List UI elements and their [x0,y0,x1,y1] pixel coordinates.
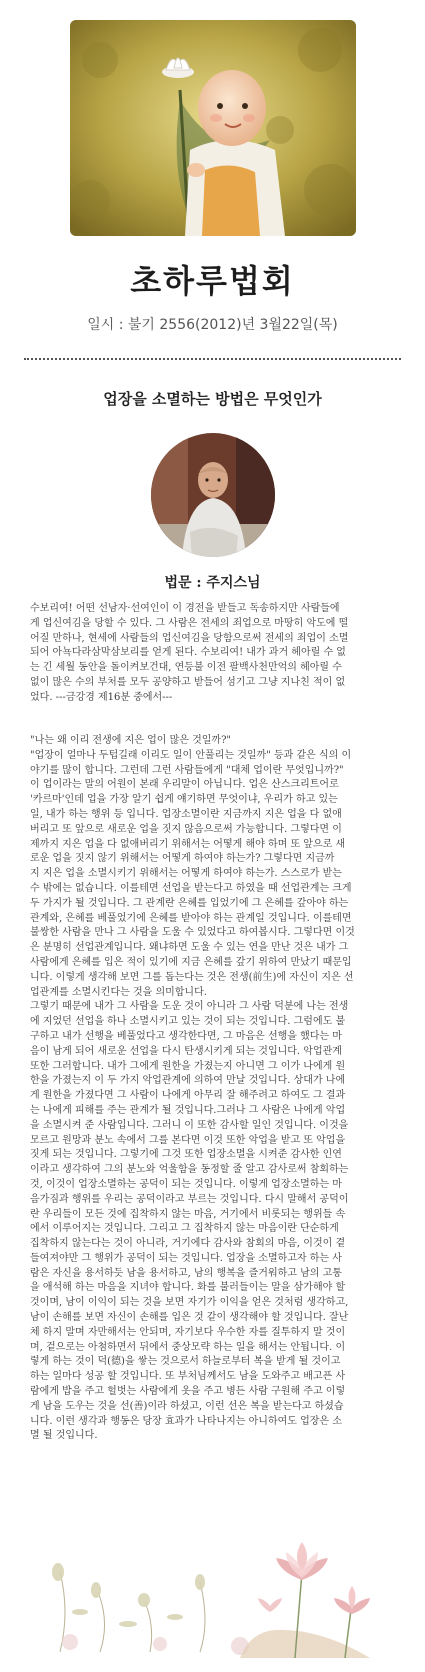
footer-lotus-illustration [40,1532,390,1658]
article-title: 업장을 소멸하는 방법은 무엇인가 [103,390,322,408]
sutra-quote: 수보리여! 어떤 선남자·선여인이 이 경전을 받들고 독송하지만 사람들에 게 업신여김을 당할 수 있다. 그 사람은 전세의 죄업으로 마땅히 악도에 떨 어질 만하나, 현세에 사람들의 업신여김을 당함으로써 전세의 죄업이 소멸 되어 아뇩다라삼막삼보리를 얻게 된다. 수보리여! 내가 과거 헤아릴 수 없 는 긴 세월 동안을 돌이켜보건대, 연등불 이전 팔백사천만억의 헤아릴 수 없이 많은 수의 부처를 모두 공양하고 받들어 섬기고 그냥 지나친 적이 없 었다. ---금강경 제16분 중에서--- [30,603,349,703]
dotted-divider [24,358,401,360]
monk-portrait [150,432,276,558]
monk-portrait-icon [150,432,276,558]
lotus-flowers-icon [40,1532,390,1658]
brand-title: 초하루법회 [130,262,295,300]
event-date: 일시 : 불기 2556(2012)년 3월22일(목) [87,317,338,333]
dharma-talk-text: "나는 왜 이리 전생에 지은 업이 많은 것일까?" "업장이 얼마나 두텁길래 이리도 일이 안풀리는 것일까" 등과 같은 식의 이 야기를 많이 합니다. 그런데 그런 사람들에게 "대체 업이란 무엇입니까?" 이 업이라는 말의 어원이 본래 우리말이 아닙니다. 업은 산스크리트어로 '카르마'인데 업을 가장 알기 쉽게 얘기하면 무엇이냐, 우리가 하고 있는 일, 내가 하는 행위 등 입니다. 업장소멸이란 지금까지 지은 업을 다 없애 버리고 또 앞으로 새로운 업을 짓지 않음으로써 가능합니다. 그렇다면 이 제까지 지은 업을 다 없애버리기 위해서는 어떻게 해야 하며 또 앞으로 새 로운 업을 짓지 않기 위해서는 어떻게 하여야 하는가? 그렇다면 지금까 지 지은 업을 소멸시키기 위해서는 어떻게 하여야 하는가. 스스로가 받는 수 밖에는 없습니다. 이를테면 선업을 받는다고 하였을 때 선업관계는 크게 두 가지가 될 것입니다. 그 관계란 은혜를 입었기에 그 은혜를 갚아야 하는 관계와, 은혜를 베풀었기에 은혜를 받아야 하는 관계일 것입니다. 이를테면 불쌍한 사람을 만나 그 사람을 도울 수 있었다고 하여봅시다. 그렇다면 이것 은 분명히 선업관계입니다. 왜냐하면 도울 수 있는 연을 만난 것은 내가 그 사람에게 은혜를 입은 적이 있기에 지금 은혜를 갚기 위하여 만났기 때문입 니다. 이렇게 생각해 보면 그를 돕는다는 것은 전생(前生)에 자신이 지은 선 업관계를 소멸시킨다는 것을 의미합니다. 그렇기 때문에 내가 그 사람을 도운 것이 아니라 그 사람 덕분에 나는 전생 에 지었던 선업을 하나 소멸시키고 있는 것이 되는 것입니다. 그럼에도 불 구하고 내가 선행을 베풀었다고 생각한다면, 그 마음은 선행을 했다는 마 음이 남게 되어 새로운 선업을 다시 탄생시키게 되는 것입니다. 악업관계 또한 그러합니다. 내가 그에게 원한을 가졌는지 아니면 그 이가 나에게 원 한을 가졌는지 이 두 가지 악업관계에 의하여 만날 것입니다. 상대가 나에 게 원한을 가졌다면 그 사람이 나에게 아무리 잘 해주려고 하여도 그 결과 는 나에게 피해를 주는 관계가 될 것입니다.그러나 그 사람은 나에게 악업 을 소멸시켜 준 사람입니다. 그러니 이 또한 감사할 일인 것입니다. 이것을 모르고 원망과 분노 속에서 그를 본다면 이것 또한 악업을 받고 또 악업을 짓게 되는 것입니다. 그렇기에 그것 또한 업장소멸을 시켜준 감사한 인연 이라고 생각하여 그의 분노와 억울함을 동정할 줄 알고 감사로써 참회하는 것, 이것이 업장소멸하는 공덕이 되는 것입니다. 이렇게 업장소멸하는 마 음가짐과 행위를 우리는 공덕이라고 부르는 것입니다. 다시 말해서 공덕이 란 우리들이 모든 것에 집착하지 않는 마음, 거기에서 비롯되는 행위들 속 에서 이루어지는 것입니다. 그리고 그 집착하지 않는 마음이란 단순하게 집착하지 않는다는 것이 아니라, 거기에다 감사와 참회의 마음, 이것이 곁 들여져야만 그 행위가 공덕이 되는 것입니다. 업장을 소멸하고자 하는 사 람은 자신을 용서하듯 남을 용서하고, 남의 행복을 즐거워하고 남의 고통 을 애석해 하는 마음을 지녀야 합니다. 화를 불러들이는 말을 삼가해야 할 것이며, 남이 이익이 되는 것을 보면 자기가 이익을 얻은 것처럼 생각하고, 남이 손해를 보면 자신이 손해를 입은 것 같이 생각해야 할 것입니다. 잘난 체 하지 말며 자만해서는 안되며, 자기보다 우수한 자를 질투하지 말 것이 며, 겉으로는 아첨하면서 뒤에서 중상모략 하는 일을 해서는 안됩니다. 이 렇게 하는 것이 덕(德)을 쌓는 것으로서 하늘로부터 복을 받게 될 것이고 하는 일마다 성공 할 것입니다. 또 부처님께서도 남을 도와주고 배고픈 사 람에게 밥을 주고 헐벗는 사람에게 옷을 주고 병든 사람 구원해 주고 이렇 게 남을 도우는 것을 선(善)이라 하셨고, 이런 선은 복을 받는다고 하셨습 니다. 이런 생각과 행동은 당장 효과가 나타나지는 아니하여도 업장은 소 멸 될 것입니다. [30,735,355,1442]
speaker-name: 법문 : 주지스님 [164,575,261,591]
monk-lotus-painting-icon [70,20,356,236]
hero-painting [70,20,356,236]
